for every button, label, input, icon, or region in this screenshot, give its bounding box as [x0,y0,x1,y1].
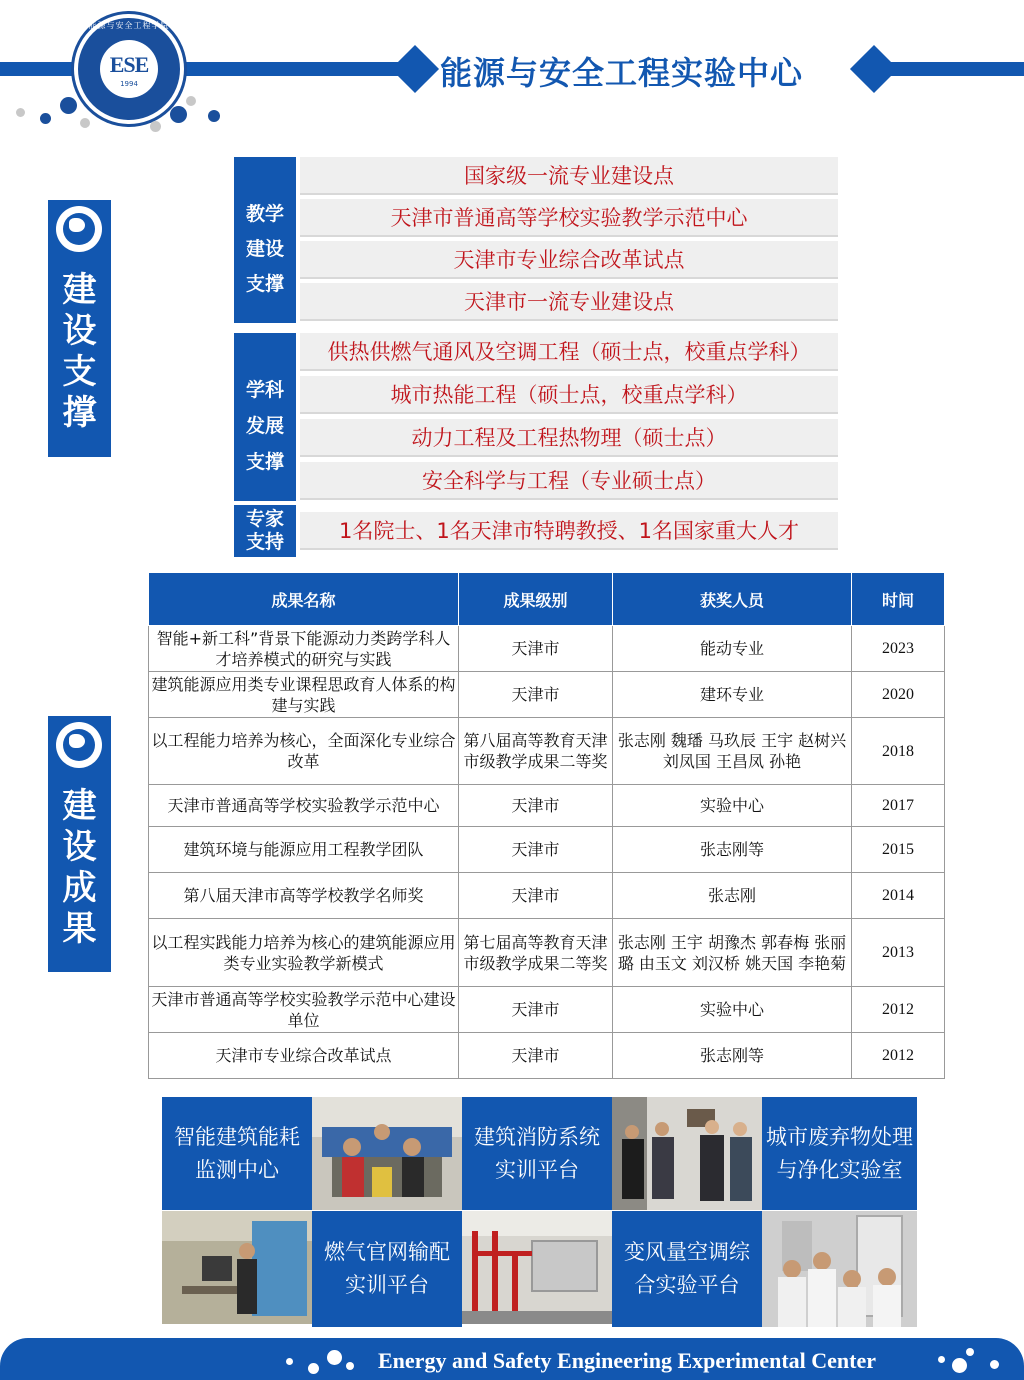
cell-level: 天津市 [459,827,613,873]
cell-level: 第七届高等教育天津市级教学成果二等奖 [459,919,613,987]
decor-dot [208,110,220,122]
table-row [149,873,945,919]
support-item: 动力工程及工程热物理（硕士点） [300,419,838,457]
side-banner-text: 建 设 成 果 [62,786,97,949]
globe-icon [56,206,102,252]
cell-name: 以工程能力培养为核心，全面深化专业综合改革 [149,718,459,785]
lab-photo-image [612,1097,762,1210]
decor-dot [308,1363,319,1374]
lab-photo [612,1097,762,1210]
lab-label-vav-ac: 变风量空调综 合实验平台 [612,1211,762,1327]
table-row [149,626,945,672]
cell-winners: 张志刚 [613,873,852,919]
cell-winners: 实验中心 [613,987,852,1033]
side-banner-text: 建 设 支 撑 [62,270,97,433]
cell-level: 天津市 [459,785,613,827]
lab-photo [762,1211,917,1327]
support-item: 1名院士、1名天津市特聘教授、1名国家重大人才 [300,512,838,550]
cell-year: 2015 [852,827,945,873]
cell-name: 第八届天津市高等学校教学名师奖 [149,873,459,919]
col-header-level: 成果级别 [459,573,613,626]
table-row [149,1033,945,1079]
lab-label-waste-treatment: 城市废弃物处理 与净化实验室 [762,1097,917,1210]
achievements-table [148,572,945,1079]
decor-dot [966,1348,974,1356]
cell-year: 2023 [852,626,945,672]
page-title: 能源与安全工程实验中心 [440,54,804,92]
category-discipline-support: 学科 发展 支撑 [234,333,296,501]
decor-dot [170,106,187,123]
cell-year: 2012 [852,1033,945,1079]
lab-label-smart-building: 智能建筑能耗 监测中心 [162,1097,312,1210]
cell-level: 天津市 [459,987,613,1033]
header-bar-left [0,62,425,76]
decor-dot [40,113,51,124]
cell-name: 以工程实践能力培养为核心的建筑能源应用类专业实验教学新模式 [149,919,459,987]
category-teaching-support: 教学 建设 支撑 [234,157,296,323]
decor-dot [16,108,25,117]
decor-dot [952,1358,967,1373]
lab-label-gas-network: 燃气官网输配 实训平台 [312,1211,462,1327]
table-row [149,672,945,718]
cell-year: 2012 [852,987,945,1033]
logo-mark: ESE [109,52,149,77]
cell-year: 2017 [852,785,945,827]
footer-text: Energy and Safety Engineering Experimental Center [378,1348,877,1373]
decor-dot [150,121,161,132]
support-item: 天津市普通高等学校实验教学示范中心 [300,199,838,237]
logo-year: 1994 [120,80,138,88]
cell-level: 天津市 [459,672,613,718]
decor-dot [990,1360,999,1369]
school-logo [74,14,184,124]
cell-name: 建筑环境与能源应用工程教学团队 [149,827,459,873]
cell-level: 天津市 [459,1033,613,1079]
header-diamond-left [391,45,439,93]
lab-photo-image [312,1097,462,1210]
decor-dot [346,1362,354,1370]
decor-dot [186,96,196,106]
lab-photo [312,1097,462,1210]
lab-label-fire-system: 建筑消防系统 实训平台 [462,1097,612,1210]
cell-year: 2020 [852,672,945,718]
decor-dot [327,1350,342,1365]
cell-name: 天津市普通高等学校实验教学示范中心建设单位 [149,987,459,1033]
cell-name: 天津市普通高等学校实验教学示范中心 [149,785,459,827]
table-row [149,785,945,827]
cell-winners: 能动专业 [613,626,852,672]
support-item: 天津市一流专业建设点 [300,283,838,321]
cell-winners: 张志刚等 [613,1033,852,1079]
table-row [149,919,945,987]
decor-dot [80,118,90,128]
cell-year: 2013 [852,919,945,987]
header-diamond-right [850,45,898,93]
lab-photo-image [762,1211,917,1327]
cell-level: 天津市 [459,626,613,672]
cell-year: 2018 [852,718,945,785]
cell-winners: 张志刚 魏璠 马玖辰 王宇 赵树兴 刘凤国 王昌凤 孙艳 [613,718,852,785]
cell-name: 天津市专业综合改革试点 [149,1033,459,1079]
table-header-row [149,573,945,626]
col-header-year: 时间 [852,573,945,626]
lab-photo-image [162,1211,312,1324]
cell-name: 建筑能源应用类专业课程思政育人体系的构建与实践 [149,672,459,718]
cell-level: 天津市 [459,873,613,919]
cell-name: 智能+新工科”背景下能源动力类跨学科人才培养模式的研究与实践 [149,626,459,672]
col-header-name: 成果名称 [149,573,459,626]
cell-winners: 建环专业 [613,672,852,718]
table-row [149,987,945,1033]
table-row [149,827,945,873]
lab-photo [162,1211,312,1324]
category-expert-support: 专家 支持 [234,505,296,557]
cell-winners: 张志刚 王宇 胡豫杰 郭春梅 张丽璐 由玉文 刘汉桥 姚天国 李艳菊 [613,919,852,987]
lab-photo [462,1211,612,1324]
support-item: 安全科学与工程（专业硕士点） [300,462,838,500]
support-item: 城市热能工程（硕士点，校重点学科） [300,376,838,414]
support-item: 供热供燃气通风及空调工程（硕士点，校重点学科） [300,333,838,371]
table-row [149,718,945,785]
cell-level: 第八届高等教育天津市级教学成果二等奖 [459,718,613,785]
decor-dot [60,97,77,114]
cell-year: 2014 [852,873,945,919]
support-item: 天津市专业综合改革试点 [300,241,838,279]
side-banner-support [48,200,111,457]
logo-ring-text: 能源与安全工程学院 [88,21,170,30]
side-banner-achievements [48,716,111,972]
header-bar-right [878,62,1024,76]
col-header-winners: 获奖人员 [613,573,852,626]
decor-dot [286,1358,293,1365]
cell-winners: 实验中心 [613,785,852,827]
lab-photo-image [462,1211,612,1324]
globe-icon [56,722,102,768]
cell-winners: 张志刚等 [613,827,852,873]
decor-dot [938,1356,945,1363]
support-item: 国家级一流专业建设点 [300,157,838,195]
